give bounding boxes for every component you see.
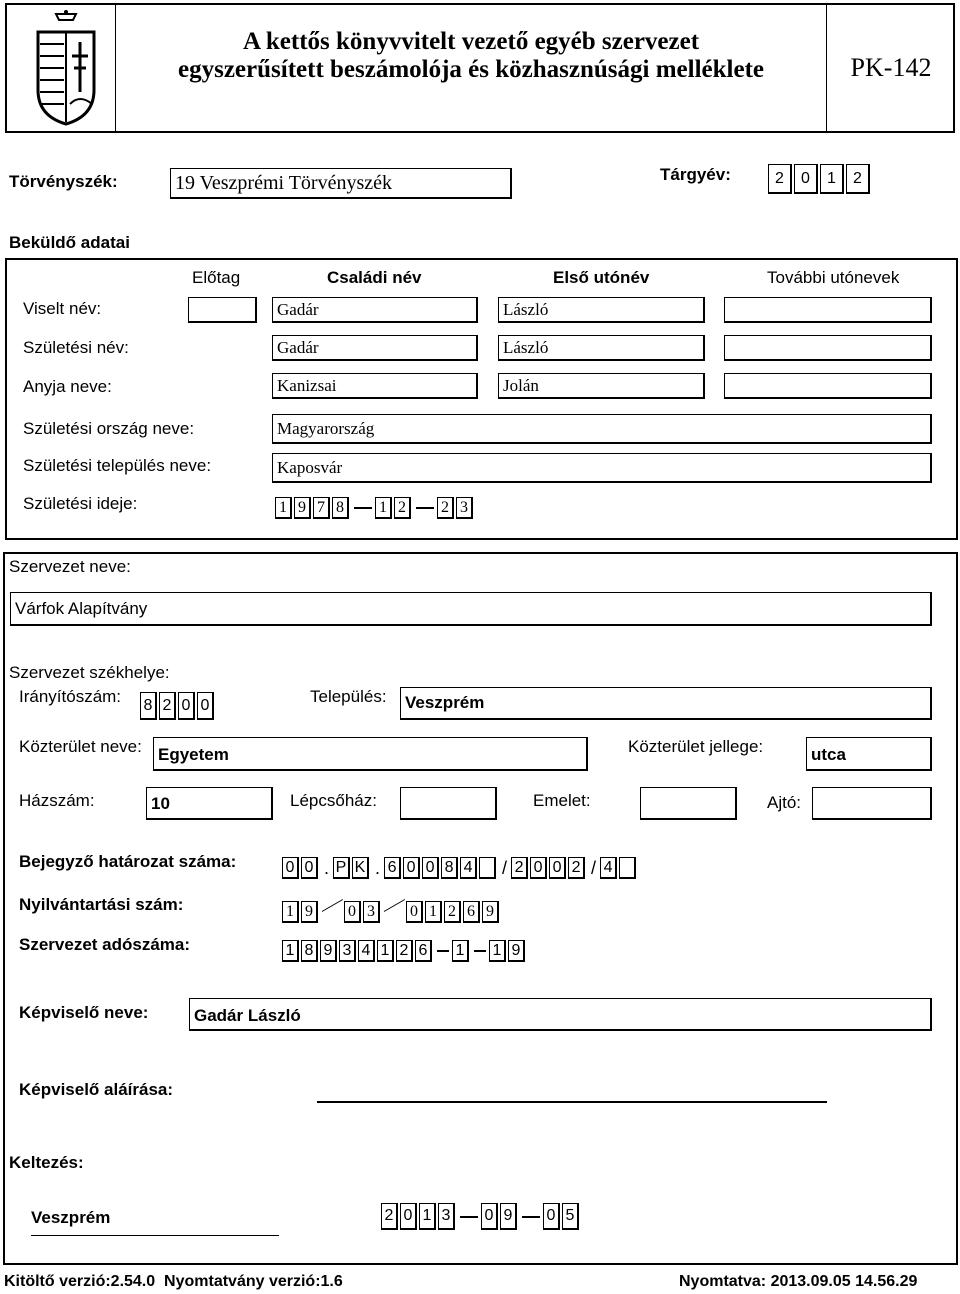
resolution-char[interactable] — [479, 857, 496, 879]
dated-day-digit[interactable]: 5 — [562, 1203, 579, 1230]
used-family-field[interactable]: Gadár — [272, 297, 478, 323]
resolution-char[interactable]: 6 — [384, 857, 401, 879]
signature-line[interactable] — [317, 1101, 827, 1103]
resolution-char[interactable]: 0 — [301, 857, 318, 879]
dated-year-digit[interactable]: 1 — [419, 1203, 436, 1230]
dated-place: Veszprém — [31, 1208, 111, 1227]
resolution-char[interactable]: 2 — [511, 857, 528, 879]
tax-digit[interactable]: 1 — [377, 940, 394, 962]
dated-month-digit[interactable]: 0 — [481, 1203, 498, 1230]
birth-day-digit[interactable]: 2 — [437, 497, 454, 519]
zip-digit[interactable]: 0 — [197, 692, 214, 720]
resolution-char[interactable]: 4 — [460, 857, 477, 879]
resolution-char[interactable]: 0 — [530, 857, 547, 879]
birth-year-digit[interactable]: 9 — [294, 497, 311, 519]
mother-family-field[interactable]: Kanizsai — [272, 373, 478, 399]
rep-signature-label: Képviselő aláírása: — [19, 1080, 174, 1099]
dated-month-digit[interactable]: 9 — [500, 1203, 517, 1230]
col-first-header: Első utónév — [553, 268, 650, 287]
zip-label: Irányítószám: — [19, 687, 122, 706]
year-label: Tárgyév: — [660, 165, 731, 184]
dot-separator: . — [375, 857, 381, 878]
tax-dash — [474, 950, 486, 952]
form-title — [116, 28, 826, 84]
birth-year-digit[interactable]: 1 — [275, 497, 292, 519]
tax-number-cells[interactable] — [282, 940, 527, 962]
birth-month-digit[interactable]: 1 — [375, 497, 392, 519]
year-digit[interactable]: 2 — [846, 164, 870, 194]
date-dash — [354, 507, 372, 509]
slash-separator: / — [502, 857, 508, 878]
birth-month-digit[interactable]: 2 — [394, 497, 411, 519]
birth-country-field[interactable]: Magyarország — [272, 414, 932, 444]
birth-day-digit[interactable]: 3 — [456, 497, 473, 519]
birth-year-digit[interactable]: 7 — [313, 497, 330, 519]
tax-digit[interactable]: 8 — [301, 940, 318, 962]
door-label: Ajtó: — [767, 793, 802, 812]
dated-date-cells[interactable] — [381, 1203, 581, 1230]
floor-label: Emelet: — [533, 791, 591, 810]
birth-name-label: Születési név: — [23, 338, 129, 357]
resolution-char[interactable]: 0 — [282, 857, 299, 879]
birth-city-label: Születési település neve: — [23, 456, 212, 475]
tax-digit[interactable]: 9 — [320, 940, 337, 962]
slash-separator: / — [591, 857, 597, 878]
zip-digit[interactable]: 2 — [159, 692, 176, 720]
court-label: Törvényszék: — [9, 172, 118, 191]
mother-other-field[interactable] — [724, 373, 932, 399]
footer-version: Kitöltő verzió:2.54.0 Nyomtatvány verzió:1.6 — [4, 1273, 343, 1290]
resolution-label: Bejegyző határozat száma: — [19, 852, 237, 871]
slash-separator — [384, 901, 404, 923]
tax-dash — [437, 950, 449, 952]
mother-first-field[interactable]: Jolán — [498, 373, 705, 399]
zip-digit[interactable]: 0 — [178, 692, 195, 720]
date-dash — [416, 507, 434, 509]
tax-digit[interactable]: 3 — [339, 940, 356, 962]
year-digits[interactable] — [768, 164, 872, 194]
year-digit[interactable]: 0 — [794, 164, 818, 194]
col-prefix-header: Előtag — [192, 268, 241, 287]
birth-date-cells[interactable] — [275, 497, 475, 519]
resolution-char[interactable]: 0 — [403, 857, 420, 879]
col-other-header: További utónevek — [767, 268, 900, 287]
tax-digit[interactable]: 1 — [282, 940, 299, 962]
rep-name-field[interactable]: Gadár László — [189, 998, 932, 1031]
city-label: Település: — [310, 687, 387, 706]
street-type-field[interactable]: utca — [806, 737, 932, 771]
dated-day-digit[interactable]: 0 — [543, 1203, 560, 1230]
used-name-prefix-field[interactable] — [188, 297, 257, 323]
dated-year-digit[interactable]: 3 — [438, 1203, 455, 1230]
stair-label: Lépcsőház: — [290, 791, 377, 810]
dated-year-digit[interactable]: 0 — [400, 1203, 417, 1230]
birth-year-digit[interactable]: 8 — [332, 497, 349, 519]
tax-digit[interactable]: 1 — [452, 940, 469, 962]
birth-other-field[interactable] — [724, 335, 932, 361]
registry-label: Nyilvántartási szám: — [19, 895, 184, 914]
dated-year-digit[interactable]: 2 — [381, 1203, 398, 1230]
city-field[interactable]: Veszprém — [400, 687, 932, 720]
registry-digit[interactable]: 1 — [282, 901, 299, 923]
form-title-line1: A kettős könyvvitelt vezető egyéb szervezet — [242, 28, 700, 55]
registry-digit[interactable]: 3 — [363, 901, 380, 923]
resolution-char[interactable]: 8 — [441, 857, 458, 879]
resolution-char[interactable]: 4 — [600, 857, 617, 879]
tax-digit[interactable]: 9 — [508, 940, 525, 962]
resolution-char[interactable]: K — [352, 857, 369, 879]
year-digit[interactable]: 1 — [820, 164, 844, 194]
zip-cells[interactable] — [140, 692, 216, 720]
house-number-field[interactable]: 10 — [146, 787, 273, 820]
form-title-line2: egyszerűsített beszámolója és közhasznúsági melléklete — [178, 56, 764, 83]
resolution-char[interactable]: 2 — [568, 857, 585, 879]
dated-place-line — [31, 1235, 279, 1236]
registry-cells[interactable] — [282, 901, 501, 923]
floor-field[interactable] — [640, 787, 737, 820]
footer-printed: Nyomtatva: 2013.09.05 14.56.29 — [679, 1273, 918, 1290]
tax-digit[interactable]: 6 — [415, 940, 432, 962]
col-family-header: Családi név — [327, 268, 422, 287]
date-dash — [522, 1216, 540, 1218]
used-other-field[interactable] — [724, 297, 932, 323]
registry-digit[interactable]: 9 — [482, 901, 499, 923]
used-name-label: Viselt név: — [23, 299, 102, 318]
date-dash — [460, 1216, 478, 1218]
registry-digit[interactable]: 0 — [344, 901, 361, 923]
sender-section-title: Beküldő adatai — [9, 233, 130, 252]
door-field[interactable] — [812, 787, 932, 820]
org-name-field[interactable]: Várfok Alapítvány — [10, 592, 932, 626]
resolution-cells[interactable] — [282, 857, 638, 879]
registry-digit[interactable]: 1 — [425, 901, 442, 923]
tax-digit[interactable]: 4 — [358, 940, 375, 962]
zip-digit[interactable]: 8 — [140, 692, 157, 720]
tax-number-label: Szervezet adószáma: — [19, 935, 191, 954]
birth-date-label: Születési ideje: — [23, 494, 138, 513]
court-field[interactable]: 19 Veszprémi Törvényszék — [170, 168, 512, 199]
resolution-char[interactable]: 0 — [422, 857, 439, 879]
tax-digit[interactable]: 2 — [396, 940, 413, 962]
resolution-char[interactable]: 0 — [549, 857, 566, 879]
rep-name-label: Képviselő neve: — [19, 1003, 149, 1022]
resolution-char[interactable] — [619, 857, 636, 879]
dot-separator: . — [324, 857, 330, 878]
year-digit[interactable]: 2 — [768, 164, 792, 194]
coat-of-arms-icon — [30, 8, 102, 126]
resolution-char[interactable]: P — [333, 857, 350, 879]
street-field[interactable]: Egyetem — [153, 737, 588, 771]
birth-country-label: Születési ország neve: — [23, 419, 195, 438]
street-label: Közterület neve: — [19, 737, 142, 756]
org-seat-label: Szervezet székhelye: — [9, 663, 170, 682]
stair-field[interactable] — [400, 787, 497, 820]
dated-label: Keltezés: — [9, 1153, 84, 1172]
registry-digit[interactable]: 2 — [444, 901, 461, 923]
form-code: PK-142 — [850, 53, 932, 82]
used-first-field[interactable]: László — [498, 297, 705, 323]
birth-family-field[interactable]: Gadár — [272, 335, 478, 361]
street-type-label: Közterület jellege: — [628, 737, 764, 756]
registry-digit[interactable]: 9 — [301, 901, 318, 923]
slash-separator — [322, 901, 342, 923]
org-name-label: Szervezet neve: — [9, 557, 131, 576]
mother-name-label: Anyja neve: — [23, 377, 112, 396]
birth-city-field[interactable]: Kaposvár — [272, 453, 932, 483]
birth-first-field[interactable]: László — [498, 335, 705, 361]
registry-digit[interactable]: 0 — [406, 901, 423, 923]
house-number-label: Házszám: — [19, 791, 95, 810]
registry-digit[interactable]: 6 — [463, 901, 480, 923]
tax-digit[interactable]: 1 — [489, 940, 506, 962]
